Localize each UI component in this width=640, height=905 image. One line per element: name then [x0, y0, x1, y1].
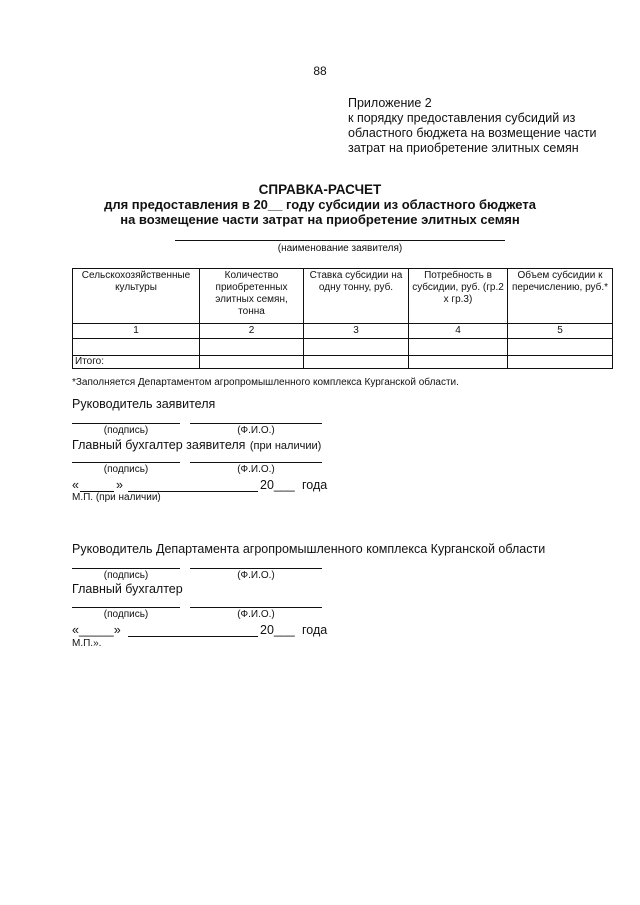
col-number: 4 [409, 324, 508, 339]
applicant-caption: (наименование заявителя) [277, 243, 403, 254]
signature-caption: (подпись) [103, 609, 149, 620]
footnote: *Заполняется Департаментом агропромышленного комплекса Курганской области. [72, 377, 459, 388]
applicant-accountant-row [72, 436, 321, 454]
appendix-line-3: областного бюджета на возмещение части [348, 126, 597, 140]
header-amount: Объем субсидии к перечислению, руб.* [508, 269, 613, 324]
appendix-line-1: Приложение 2 [348, 96, 432, 110]
title-line-1: СПРАВКА-РАСЧЕТ [258, 182, 382, 197]
header-crops: Сельскохозяйственные культуры [73, 269, 200, 324]
date-day: «_____» [72, 623, 121, 637]
table-cell [73, 339, 200, 356]
table-cell [409, 356, 508, 369]
signature-line [72, 423, 180, 424]
table-cell [304, 339, 409, 356]
applicant-accountant-label: Главный бухгалтер заявителя [72, 438, 246, 452]
stamp-note: М.П.». [72, 638, 102, 649]
calculation-table [72, 268, 613, 369]
title-line-2: для предоставления в 20__ году субсидии из областного бюджета [104, 197, 536, 212]
name-line [190, 607, 322, 608]
date-open: « [72, 478, 79, 492]
appendix-line-4: затрат на приобретение элитных семян [348, 141, 579, 155]
date-year-word: года [302, 478, 328, 492]
name-line [190, 423, 322, 424]
table-column-numbers [73, 324, 613, 339]
signature-caption: (подпись) [103, 425, 149, 436]
col-number: 1 [73, 324, 200, 339]
table-cell [508, 339, 613, 356]
department-accountant-label: Главный бухгалтер [72, 582, 183, 596]
name-caption: (Ф.И.О.) [237, 464, 275, 475]
signature-line [72, 462, 180, 463]
header-rate: Ставка субсидии на одну тонну, руб. [304, 269, 409, 324]
stamp-note: М.П. (при наличии) [72, 492, 161, 503]
signature-line [72, 568, 180, 569]
applicant-head-label: Руководитель заявителя [72, 397, 216, 411]
month-line [128, 636, 258, 637]
date-year: 20___ [260, 478, 295, 492]
signature-caption: (подпись) [103, 464, 149, 475]
signature-line [72, 607, 180, 608]
accountant-note: (при наличии) [249, 440, 322, 452]
header-need: Потребность в субсидии, руб. (гр.2 х гр.3) [409, 269, 508, 324]
table-row [73, 339, 613, 356]
table-cell [200, 339, 304, 356]
table-cell [508, 356, 613, 369]
date-year: 20___ [260, 623, 295, 637]
applicant-name-line [175, 240, 505, 241]
appendix-header [348, 96, 597, 156]
col-number: 3 [304, 324, 409, 339]
document-title [0, 182, 640, 227]
name-line [190, 462, 322, 463]
date-close: » [116, 478, 123, 492]
total-label: Итого: [73, 356, 200, 369]
title-line-3: на возмещение части затрат на приобретение элитных семян [120, 212, 520, 227]
date-year-word: года [302, 623, 328, 637]
table-header-row [73, 269, 613, 324]
name-caption: (Ф.И.О.) [237, 570, 275, 581]
header-quantity: Количество приобретенных элитных семян, тонна [200, 269, 304, 324]
signature-caption: (подпись) [103, 570, 149, 581]
name-caption: (Ф.И.О.) [237, 609, 275, 620]
name-caption: (Ф.И.О.) [237, 425, 275, 436]
department-head-label: Руководитель Департамента агропромышленного комплекса Курганской области [72, 542, 546, 556]
name-line [190, 568, 322, 569]
table-cell [409, 339, 508, 356]
col-number: 5 [508, 324, 613, 339]
page-number: 88 [313, 64, 327, 78]
table-cell [304, 356, 409, 369]
col-number: 2 [200, 324, 304, 339]
table-total-row [73, 356, 613, 369]
table-cell [200, 356, 304, 369]
appendix-line-2: к порядку предоставления субсидий из [348, 111, 576, 125]
